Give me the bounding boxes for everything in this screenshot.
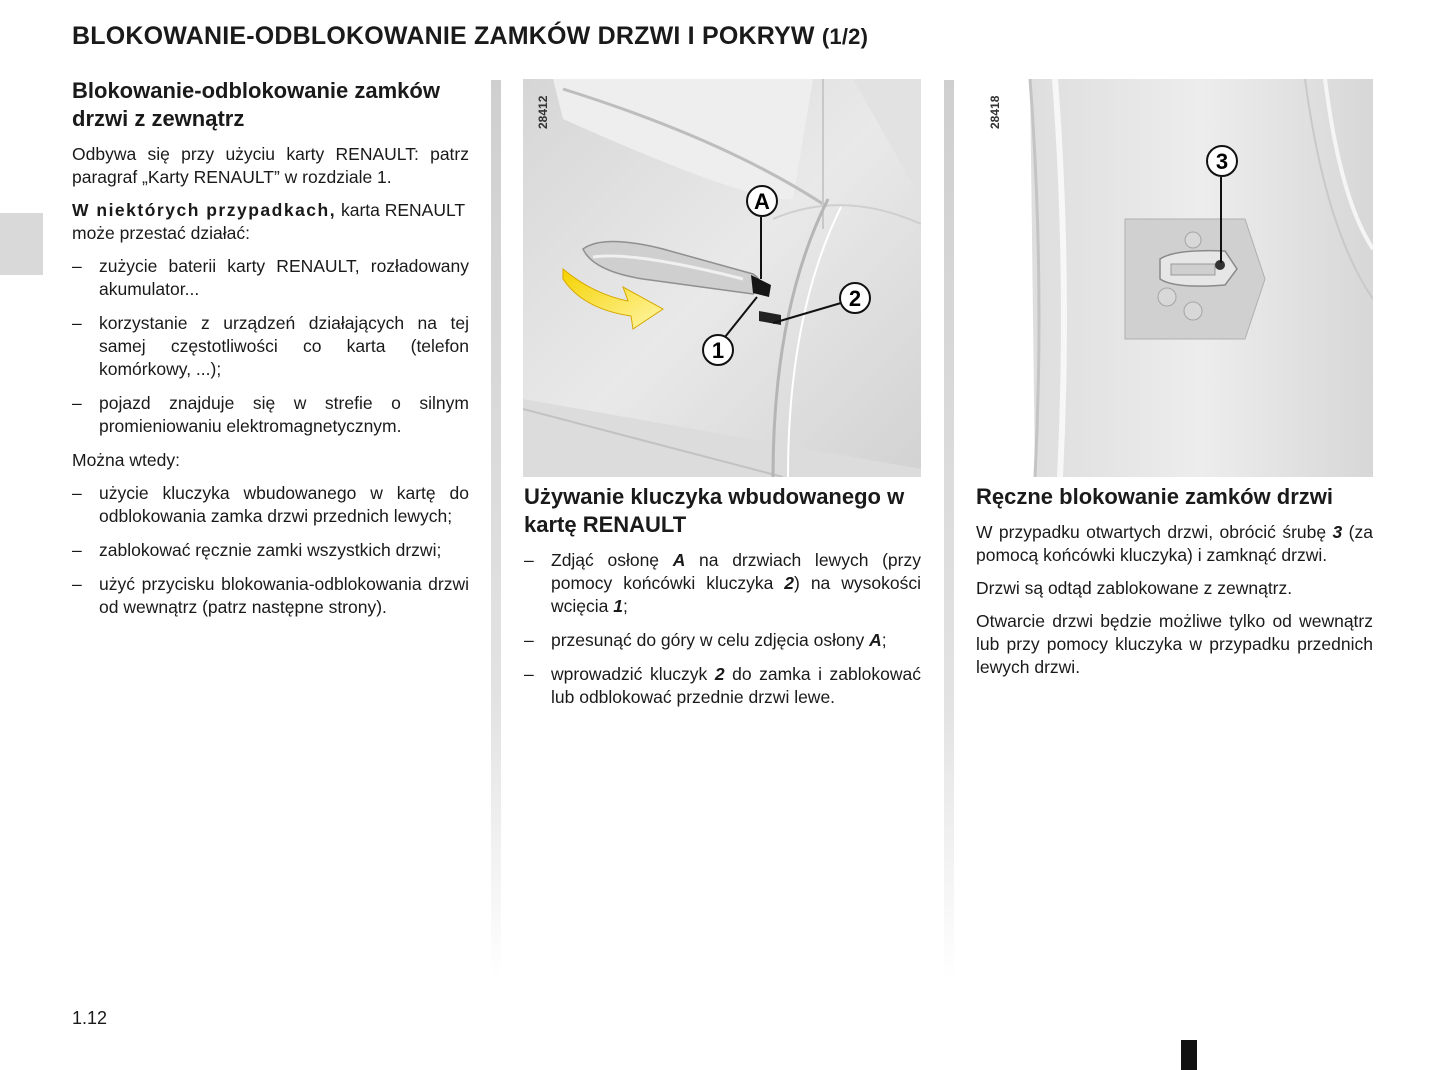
column-separator [491, 80, 501, 980]
step-label: 2 [714, 664, 725, 684]
column-separator [944, 80, 954, 980]
paragraph: Otwarcie drzwi będzie możliwe tylko od wewnątrz lub przy pomocy kluczyka w przypadku przednich lewych drzwi. [976, 611, 1373, 677]
step-text: przesunąć do góry w celu zdjęcia osłony [551, 630, 870, 650]
step-text: na drzwiach lewych (przy pomocy końcówki kluczyka [551, 550, 921, 593]
door-lock-drawing [975, 79, 1373, 477]
step-text: ; [881, 630, 887, 650]
figure-number: 28412 [536, 95, 550, 129]
callout-2 [840, 283, 870, 313]
causes-list [72, 255, 469, 438]
step-text: Zdjąć osłonę [551, 550, 673, 570]
middle-column [524, 483, 921, 720]
svg-text:2: 2 [848, 286, 862, 311]
page-edge-marker [1181, 1040, 1197, 1070]
step-label: A [672, 550, 686, 570]
list-item: – użyć przycisku blokowania-odblokowania drzwi od wewnątrz (patrz następne strony). [72, 573, 469, 619]
page-number: 1.12 [72, 1008, 108, 1028]
step-label: 1 [613, 596, 623, 616]
step-text: ) na wysokości wcięcia [551, 573, 921, 616]
page-title-part: (1/2) [821, 24, 869, 49]
list-item: – zablokować ręcznie zamki wszystkich drzwi; [72, 539, 469, 562]
case-paragraph [72, 199, 469, 245]
door-handle-drawing [523, 79, 921, 477]
page-title-text: BLOKOWANIE-ODBLOKOWANIE ZAMKÓW DRZWI I POKRYW [72, 22, 815, 50]
section-heading: Używanie kluczyka wbudowanego w kartę RENAULT [524, 484, 905, 537]
callout-3 [1207, 146, 1237, 176]
list-item: – korzystanie z urządzeń działających na tej samej częstotliwości co karta (telefon komórkowy, ...); [72, 312, 469, 381]
paragraph-text: (za pomocą końcówki kluczyka) i zamknąć drzwi. [976, 522, 1373, 565]
chapter-tab [0, 213, 43, 275]
right-column [976, 483, 1373, 689]
page-title [72, 22, 868, 51]
figure-number: 28418 [988, 95, 1002, 129]
svg-text:1: 1 [711, 338, 725, 363]
svg-text:A: A [754, 189, 770, 214]
list-item: – pojazd znajduje się w strefie o silnym promieniowaniu elektromagnetycznym. [72, 392, 469, 438]
then-label: Można wtedy: [72, 450, 180, 470]
left-column [72, 77, 469, 630]
list-item [524, 549, 921, 618]
intro-paragraph: Odbywa się przy użyciu karty RENAULT: patrz paragraf „Karty RENAULT” w rozdziale 1. [72, 144, 469, 187]
svg-text:3: 3 [1215, 149, 1229, 174]
paragraph-label: 3 [1332, 522, 1343, 542]
case-rest: karta RENAULT może przestać działać: [72, 200, 465, 243]
step-label: A [869, 630, 882, 650]
list-item: – zużycie baterii karty RENAULT, rozładowany akumulator... [72, 255, 469, 301]
step-text: do zamka i zablokować lub odblokować przednie drzwi lewe. [551, 664, 921, 707]
step-text: ; [622, 596, 628, 616]
section-heading: Blokowanie-odblokowanie zamków drzwi z zewnątrz [72, 78, 440, 131]
options-list [72, 482, 469, 619]
callout-1 [703, 335, 733, 365]
case-bold: W niektórych przypadkach, [72, 200, 337, 220]
steps-list [524, 549, 921, 709]
door-lock-illustration [975, 79, 1373, 477]
list-item [524, 629, 921, 652]
paragraph [976, 521, 1373, 567]
section-heading: Ręczne blokowanie zamków drzwi [976, 484, 1333, 509]
callout-a [747, 186, 777, 216]
paragraph: Drzwi są odtąd zablokowane z zewnątrz. [976, 578, 1293, 598]
step-text: wprowadzić kluczyk [551, 664, 715, 684]
list-item [524, 663, 921, 709]
step-label: 2 [784, 573, 795, 593]
door-handle-illustration [523, 79, 921, 477]
paragraph-text: W przypadku otwartych drzwi, obrócić śrubę [976, 522, 1333, 542]
list-item: – użycie kluczyka wbudowanego w kartę do odblokowania zamka drzwi przednich lewych; [72, 482, 469, 528]
